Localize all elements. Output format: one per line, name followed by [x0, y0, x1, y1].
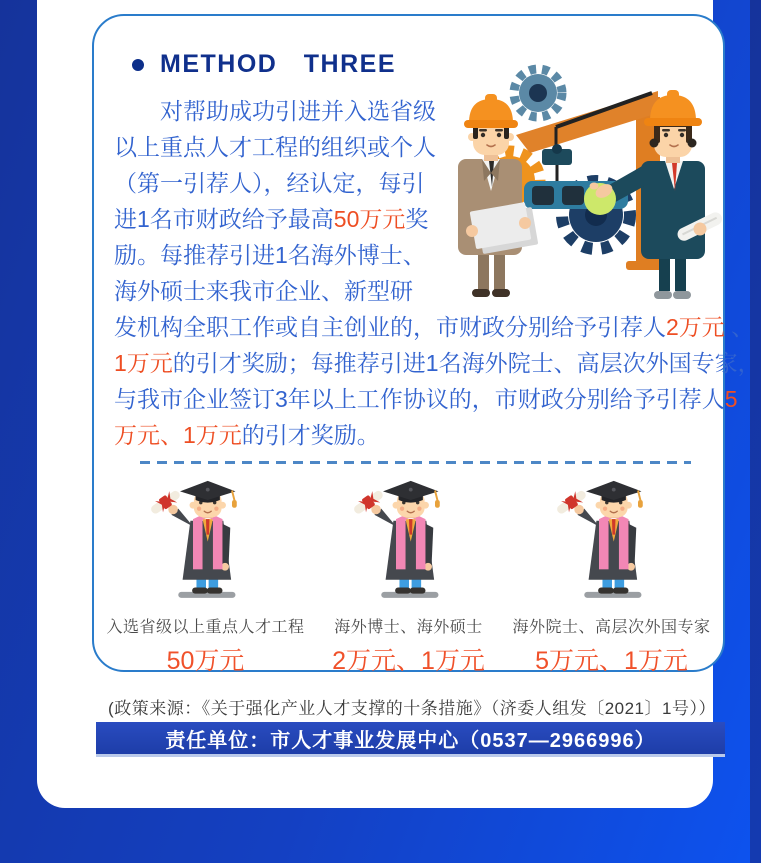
reward-label: 海外博士、海外硕士	[334, 619, 483, 636]
intro-text-line: 励。每推荐引进1名海外博士、	[114, 242, 426, 268]
graduate-illustration	[334, 474, 484, 604]
reward-column-provincial	[104, 474, 307, 677]
intro-text-line: 以上重点人才工程的组织或个人	[114, 134, 436, 160]
dashed-divider	[140, 461, 691, 464]
reward-column-overseas-expert	[510, 474, 713, 677]
reward-amount: 50万元	[166, 647, 245, 675]
policy-source: (政策来源：《关于强化产业人才支撑的十条措施》（济委人组发〔2021〕1号））	[108, 699, 716, 718]
reward-label: 海外院士、高层次外国专家	[512, 619, 711, 636]
intro-text-full	[114, 309, 761, 453]
reward-amount: 2万元、1万元	[332, 647, 485, 675]
intro-text-line: 1万元的引才奖励；每推荐引进1名海外院士、高层次外国专家，	[114, 350, 761, 376]
reward-label: 入选省级以上重点人才工程	[106, 619, 305, 636]
graduate-illustration	[537, 474, 687, 604]
content-panel	[37, 0, 761, 808]
responsible-unit-text: 责任单位：市人才事业发展中心（0537—2966996）	[165, 729, 656, 752]
intro-text-line: 对帮助成功引进并入选省级	[160, 98, 436, 124]
method-card	[92, 14, 761, 675]
intro-text-line: 发机构全职工作或自主创业的，市财政分别给予引荐人2万元 、	[114, 314, 755, 340]
intro-text-line: 进1名市财政给予最高50万元奖	[114, 206, 429, 232]
intro-text-line: 与我市企业签订3年以上工作协议的，市财政分别给予引荐人5	[114, 386, 738, 412]
reward-columns	[94, 474, 723, 677]
intro-text-line: 万元、1万元的引才奖励。	[114, 422, 380, 448]
ring-bullet-icon	[132, 59, 144, 71]
responsible-unit-bar	[96, 722, 725, 757]
engineers-illustration	[438, 63, 723, 303]
method-title: METHOD THREE	[160, 50, 396, 78]
reward-column-overseas-doctor	[307, 474, 510, 677]
graduate-illustration	[131, 474, 281, 604]
intro-text-line: 海外硕士来我市企业、新型研	[114, 278, 413, 304]
policy-intro	[94, 93, 761, 453]
reward-amount: 5万元、1万元	[535, 647, 688, 675]
intro-text-line: （第一引荐人），经认定，每引	[114, 170, 425, 196]
intro-text-narrow	[114, 93, 454, 309]
